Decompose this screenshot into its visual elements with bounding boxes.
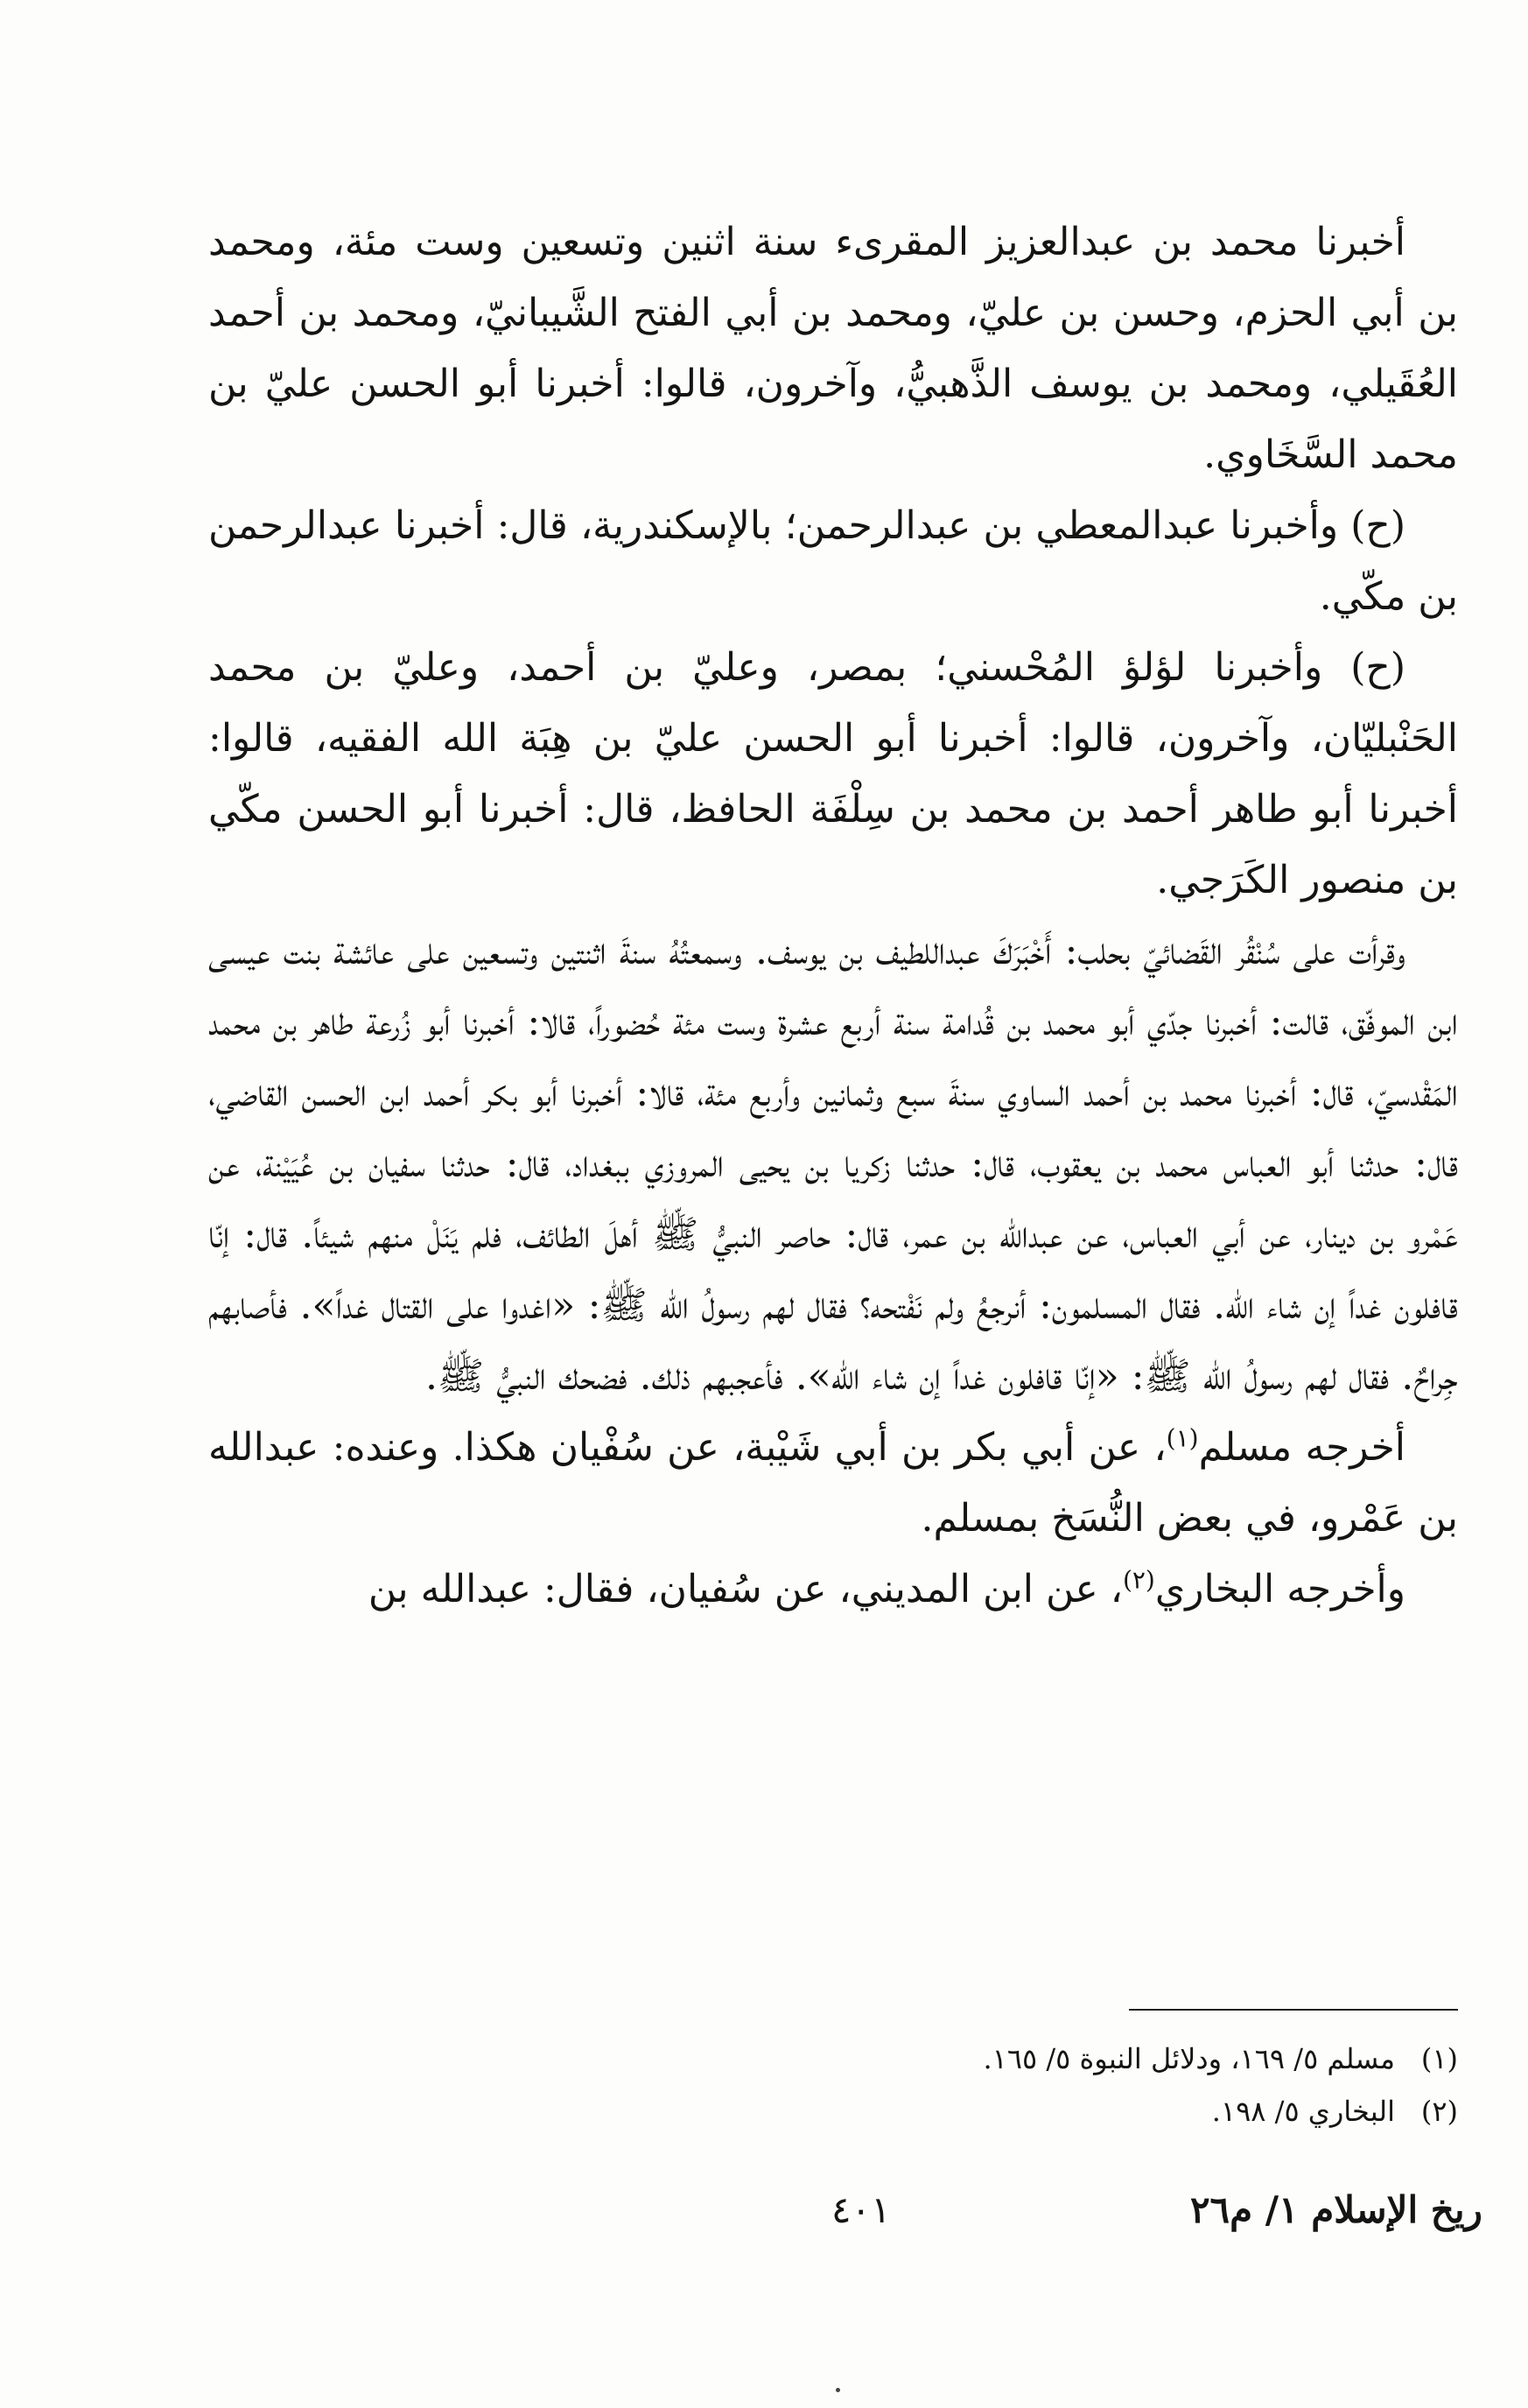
- footnote-2: [208, 2085, 1458, 2138]
- footnote-ref-2: (٢): [1122, 1565, 1155, 1595]
- footnote-2-text: البخاري ٥/ ١٩٨.: [1211, 2095, 1395, 2128]
- paragraph-2: (ح) وأخبرنا عبدالمعطي بن عبدالرحمن؛ بالإسكندرية، قال: أخبرنا عبدالرحمن بن مكّي.: [208, 503, 1458, 619]
- footnotes: [208, 2032, 1458, 2138]
- footnote-ref-1: (١): [1166, 1423, 1199, 1453]
- paragraph-6-start: وأخرجه البخاري: [1154, 1567, 1405, 1611]
- paragraph-3: (ح) وأخبرنا لؤلؤ المُحْسني؛ بمصر، وعليّ بن أحمد، وعليّ بن محمد الحَنْبليّان، وآخرون، قالوا: أخبرنا أبو الحسن عليّ بن هِبَة الله الفقيه، قالوا: أخبرنا أبو طاهر أحمد بن محمد بن سِلْفَة الحافظ، قال: أخبرنا أبو الحسن مكّي بن منصور الكَرَجي.: [208, 645, 1458, 902]
- footnote-divider: [1129, 2009, 1458, 2011]
- footnote-1-number: (١): [1420, 2042, 1458, 2075]
- paragraph-5-start: أخرجه مسلم: [1198, 1425, 1405, 1470]
- paragraph-6-rest: ، عن ابن المديني، عن سُفيان، فقال: عبدالله بن: [368, 1567, 1123, 1611]
- footnote-1: [208, 2032, 1458, 2085]
- page-number: ٤٠١: [831, 2188, 891, 2231]
- paragraph-5-rest: ، عن أبي بكر بن أبي شَيْبة، عن سُفْيان هكذا. وعنده: عبدالله بن عَمْرو، في بعض النُّسَخ بمسلم.: [208, 1425, 1458, 1541]
- paragraph-5: [208, 1412, 1458, 1554]
- footnote-1-text: مسلم ٥/ ١٦٩، ودلائل النبوة ٥/ ١٦٥.: [983, 2042, 1395, 2075]
- book-signature: ريخ الإسلام ١/ م٢٦: [1190, 2188, 1482, 2231]
- footnote-2-number: (٢): [1420, 2095, 1458, 2128]
- paragraph-1: أخبرنا محمد بن عبدالعزيز المقرىء سنة اثنين وتسعين وست مئة، ومحمد بن أبي الحزم، وحسن بن عليّ، ومحمد بن أبي الفتح الشَّيبانيّ، ومحمد بن أحمد العُقَيلي، ومحمد بن يوسف الذَّهبيُّ، وآخرون، قالوا: أخبرنا أبو الحسن عليّ بن محمد السَّخَاوي.: [208, 220, 1458, 477]
- main-text: [208, 207, 1458, 1625]
- paragraph-6: [208, 1554, 1458, 1625]
- paragraph-4: وقرأت على سُنْقُر القَضائيّ بحلب: أَخْبَرَكَ عبداللطيف بن يوسف. وسمعتُهُ سنةَ اثنتين وتسعين على عائشة بنت عيسى ابن الموفّق، قالت: أخبرنا جدّي أبو محمد بن قُدامة سنة أربع عشرة وست مئة حُضوراً، قالا: أخبرنا أبو زُرعة طاهر بن محمد المَقْدسيّ، قال: أخبرنا محمد بن أحمد الساوي سنةَ سبع وثمانين وأربع مئة، قالا: أخبرنا أبو بكر أحمد ابن الحسن القاضي، قال: حدثنا أبو العباس محمد بن يعقوب، قال: حدثنا زكريا بن يحيى المروزي ببغداد، قال: حدثنا سفيان بن عُيَيْنة، عن عَمْرو بن دينار، عن أبي العباس، عن عبدالله بن عمر، قال: حاصر النبيُّ ﷺ أهلَ الطائف، فلم يَنَلْ منهم شيئاً. قال: إنّا قافلون غداً إن شاء الله. فقال المسلمون: أنرجعُ ولم نَفْتحه؟ فقال لهم رسولُ الله ﷺ: «اغدوا على القتال غداً». فأصابهم جِراحٌ. فقال لهم رسولُ الله ﷺ: «إنّا قافلون غداً إن شاء الله». فأعجبهم ذلك. فضحك النبيُّ ﷺ.: [208, 929, 1458, 1399]
- scan-speck: [836, 2388, 840, 2392]
